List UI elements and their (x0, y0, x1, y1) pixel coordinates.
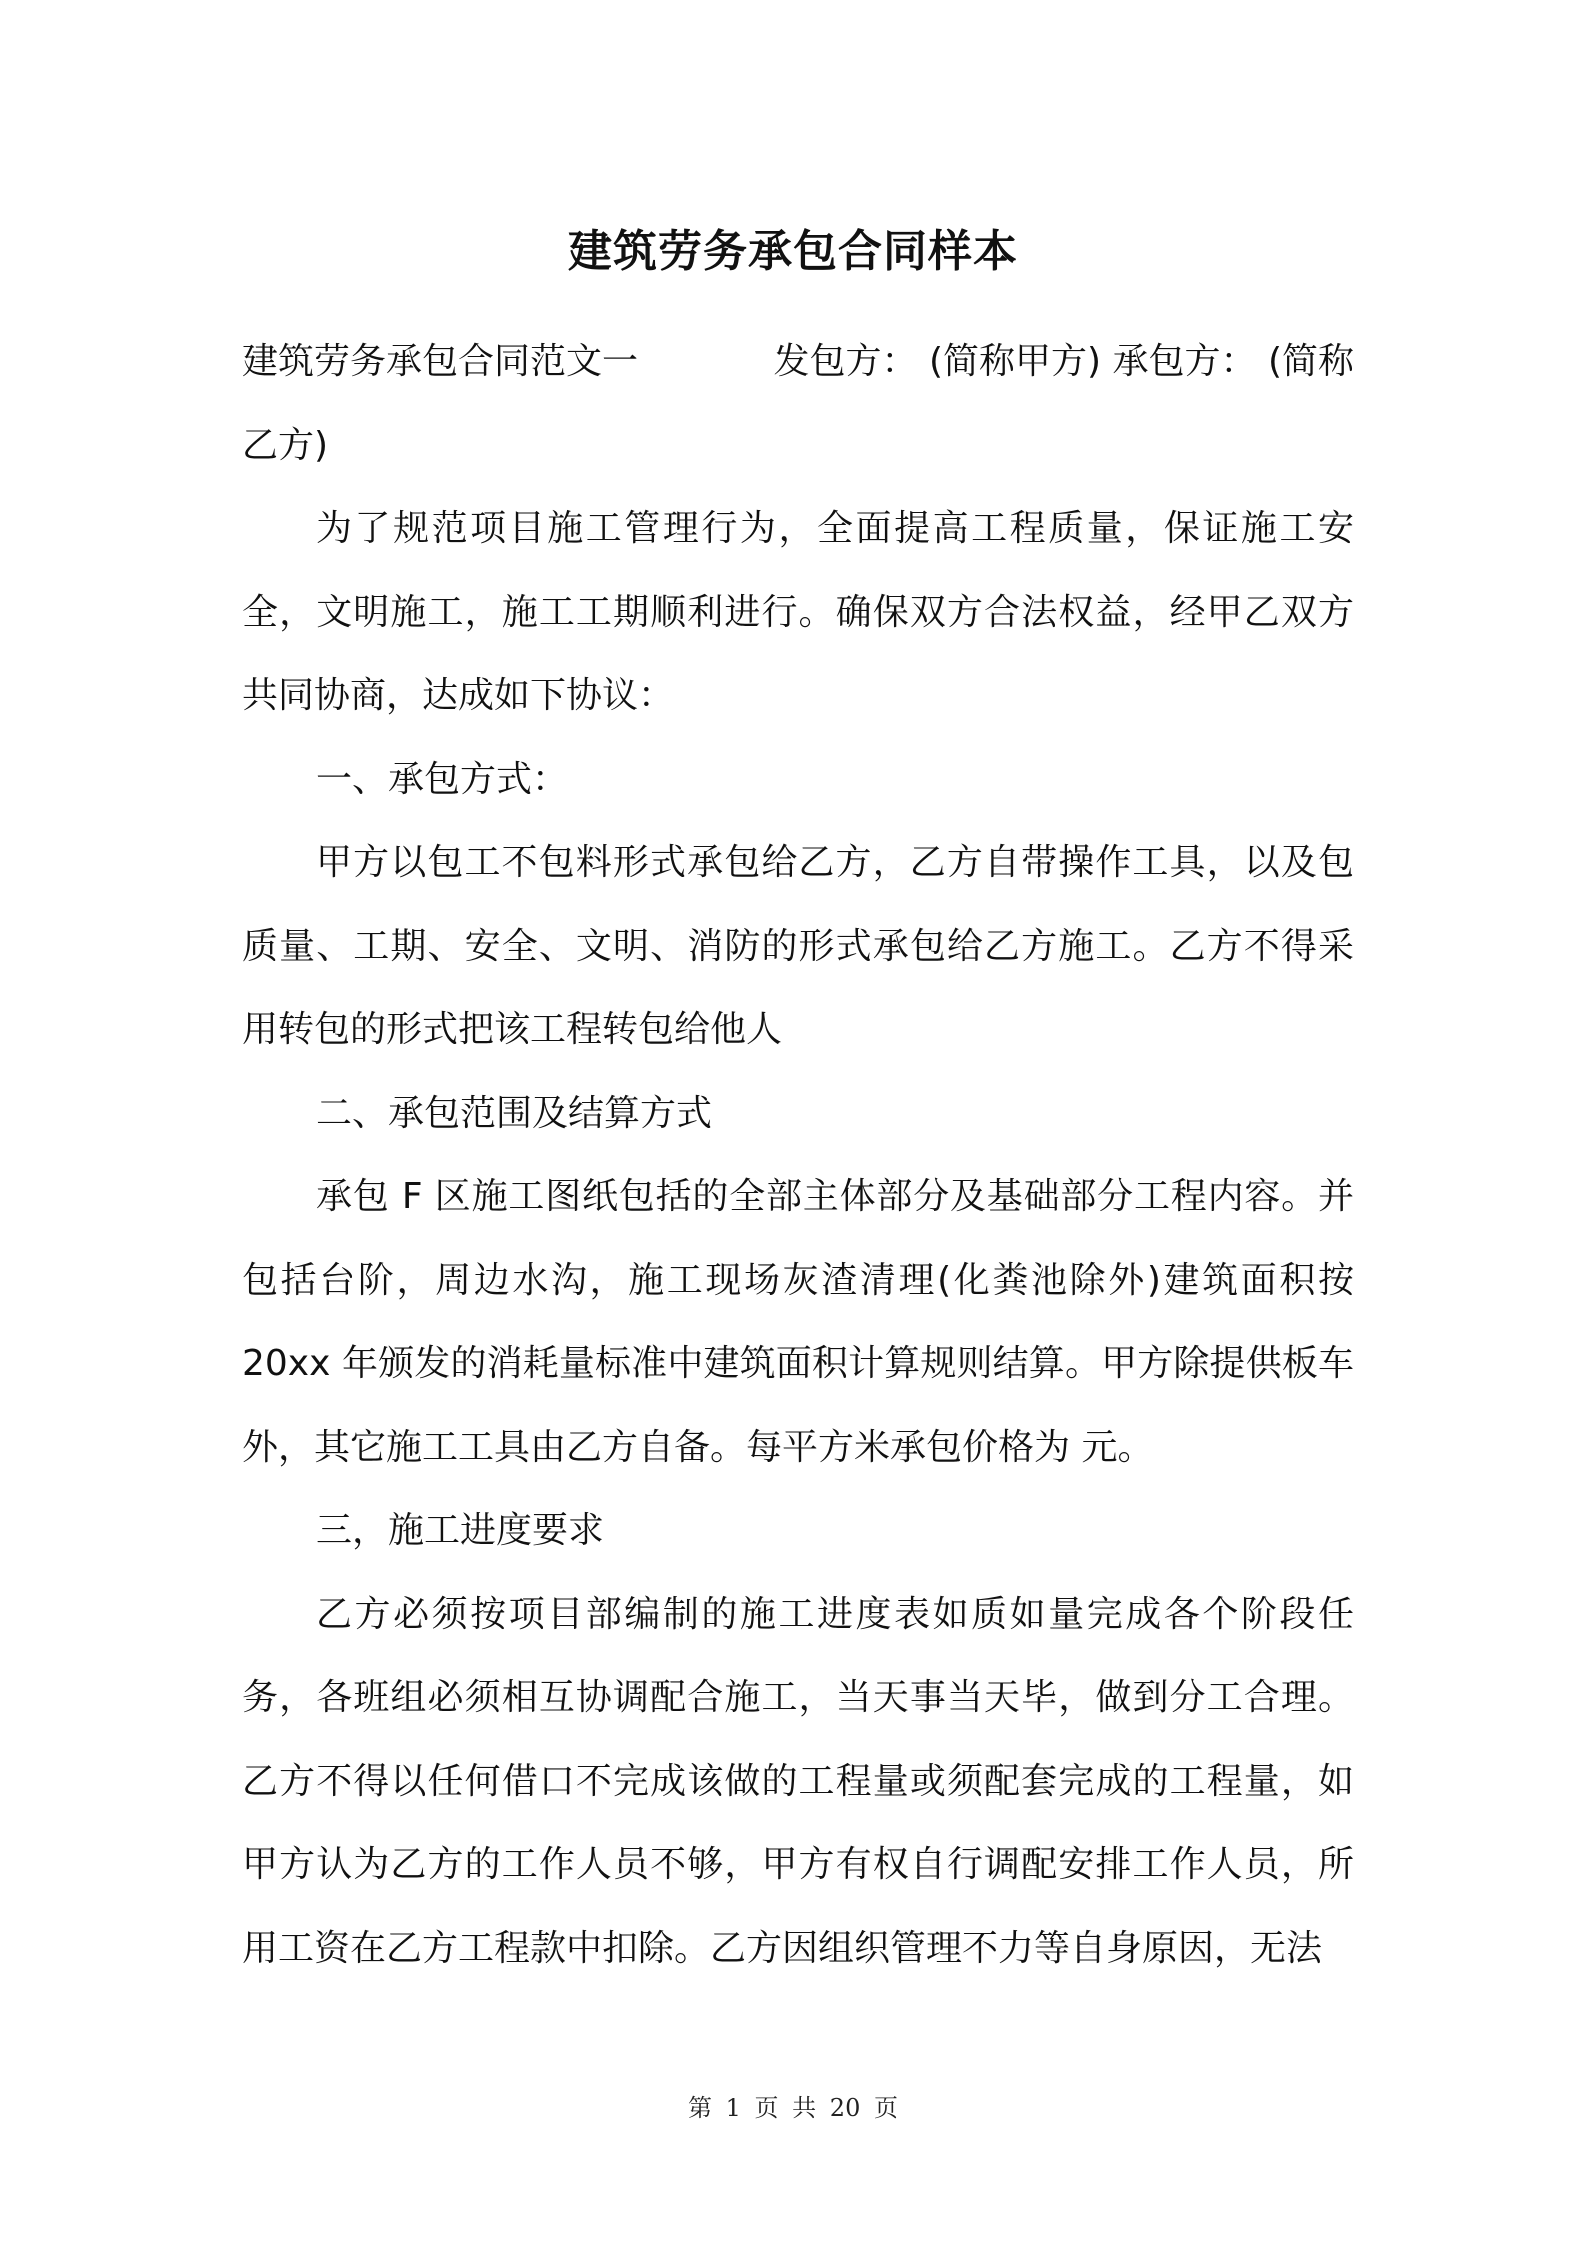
paragraph-purpose: 为了规范项目施工管理行为，全面提高工程质量，保证施工安全，文明施工，施工工期顺利进行。确保双方合法权益，经甲乙双方共同协商，达成如下协议： (242, 508, 1354, 716)
page-footer: 第 1 页 共 20 页 (688, 2094, 898, 2122)
section-heading-1: 一、承包方式： (316, 758, 569, 800)
section-heading-3: 三，施工进度要求 (316, 1510, 605, 1551)
intro-heading: 建筑劳务承包合同范文一 (242, 341, 639, 382)
intro-parties: 发包方： (简称甲方) 承包方： (简称 (773, 341, 1354, 382)
paragraph-schedule: 乙方必须按项目部编制的施工进度表如质如量完成各个阶段任务，各班组必须相互协调配合施工，当天事当天毕，做到分工合理。乙方不得以任何借口不完成该做的工程量或须配套完成的工程量，如甲方认为乙方的工作人员不够，甲方有权自行调配安排工作人员，所用工资在乙方工程款中扣除。乙方因组织管理不力等自身原因，无法 (242, 1593, 1354, 1969)
paragraph-contract-method: 甲方以包工不包料形式承包给乙方，乙方自带操作工具，以及包质量、工期、安全、文明、消防的形式承包给乙方施工。乙方不得采用转包的形式把该工程转包给他人 (242, 842, 1354, 1050)
document-title: 建筑劳务承包合同样本 (568, 226, 1018, 277)
document-body (242, 320, 1354, 1990)
paragraph-scope: 承包 F 区施工图纸包括的全部主体部分及基础部分工程内容。并包括台阶，周边水沟，施工现场灰渣清理(化粪池除外)建筑面积按 20xx 年颁发的消耗量标准中建筑面积计算规则结算。甲方除提供板车外，其它施工工具由乙方自备。每平方米承包价格为 元。 (242, 1176, 1354, 1468)
section-heading-2: 二、承包范围及结算方式 (316, 1092, 713, 1134)
intro-line (242, 320, 1354, 404)
intro-continuation: 乙方) (242, 424, 329, 466)
